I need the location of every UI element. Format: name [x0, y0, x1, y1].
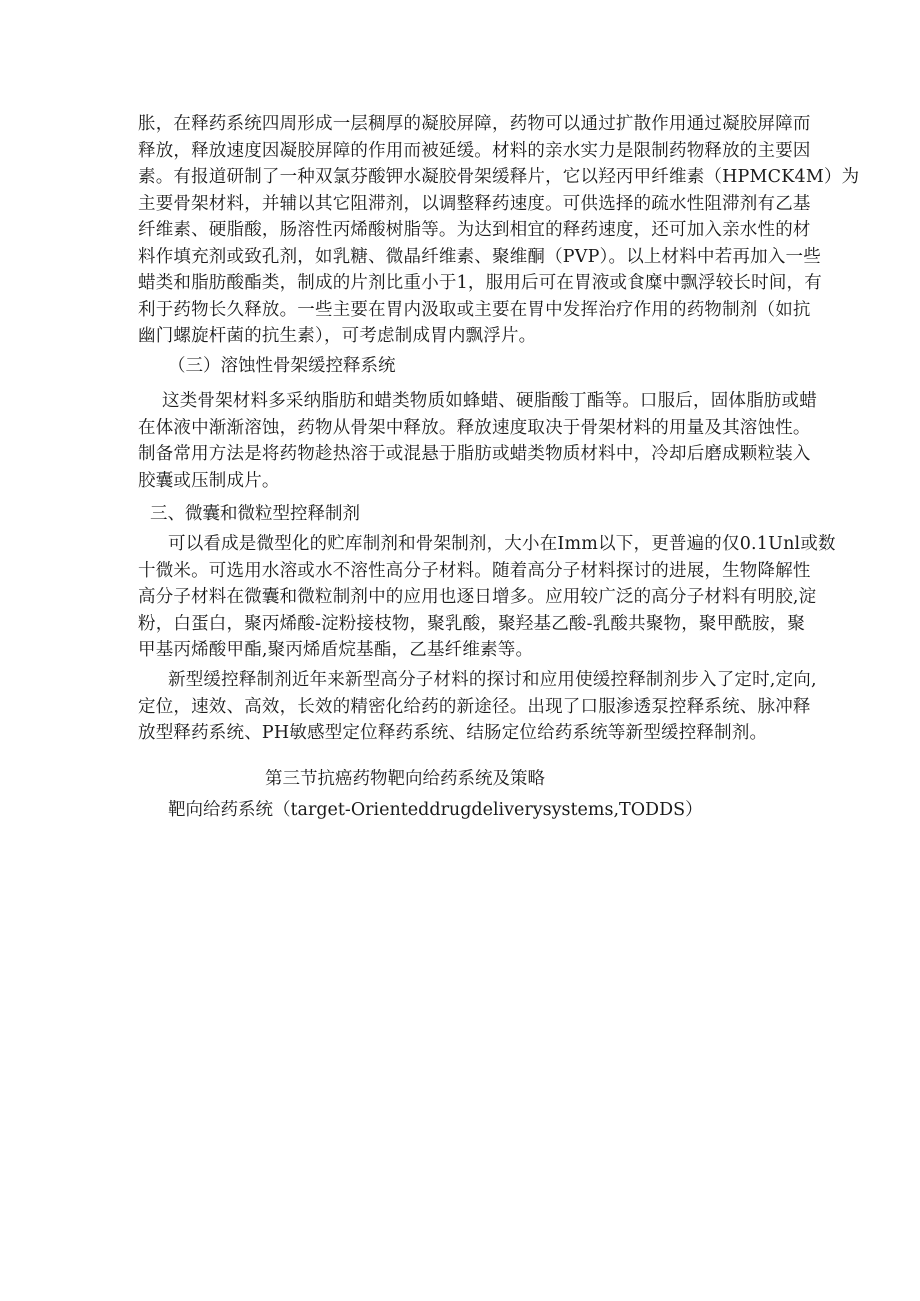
text-line: 蜡类和脂肪酸酯类，制成的片剂比重小于1，服用后可在胃液或食糜中飘浮较长时间，有 — [138, 273, 822, 293]
paragraph-microcapsule — [138, 531, 908, 664]
text-line: 胶囊或压制成片。 — [138, 470, 280, 491]
text-line: 利于药物长久释放。一些主要在胃内汲取或主要在胃中发挥治疗作用的药物制剂（如抗 — [138, 299, 811, 320]
paragraph-new-controlled-release — [138, 667, 908, 747]
text-line: 素。有报道研制了一种双氯芬酸钾水凝胶骨架缓释片，它以羟丙甲纤维素（HPMCK4M）为 — [138, 167, 860, 187]
text-line: 在体液中渐渐溶蚀，药物从骨架中释放。释放速度取决于骨架材料的用量及其溶蚀性。 — [138, 417, 811, 438]
text-line: 甲基丙烯酸甲酯,聚丙烯盾烷基酯，乙基纤维素等。 — [138, 640, 534, 660]
text-line: 粉，白蛋白，聚丙烯酸-淀粉接枝物，聚乳酸，聚羟基乙酸-乳酸共聚物，聚甲酰胺，聚 — [138, 613, 806, 634]
text-line: 定位，速效、高效，长效的精密化给药的新途径。出现了口服渗透泵控释系统、脉冲释 — [138, 696, 811, 717]
paragraph-hydrogel-matrix — [138, 111, 908, 350]
subheading-erosion-matrix: （三）溶蚀性骨架缓控释系统 — [168, 356, 396, 376]
text-line: 幽门螺旋杆菌的抗生素），可考虑制成胃内飘浮片。 — [138, 326, 537, 346]
text-line: 纤维素、硬脂酸，肠溶性丙烯酸树脂等。为达到相宜的释药速度，还可加入亲水性的材 — [138, 220, 811, 240]
text-line: 主要骨架材料，并辅以其它阻滞剂，以调整释药速度。可供选择的疏水性阻滞剂有乙基 — [138, 193, 811, 214]
section-heading-microcapsule: 三、微囊和微粒型控释制剂 — [150, 504, 360, 524]
text-line: 胀，在释药系统四周形成一层稠厚的凝胶屏障，药物可以通过扩散作用通过凝胶屏障而 — [138, 114, 811, 134]
text-line: 高分子材料在微囊和微粒制剂中的应用也逐日增多。应用较广泛的高分子材料有明胶,淀 — [138, 587, 817, 607]
text-line: 这类骨架材料多采纳脂肪和蜡类物质如蜂蜡、硬脂酸丁酯等。口服后，固体脂肪或蜡 — [162, 391, 817, 411]
text-line: 十微米。可选用水溶或水不溶性高分子材料。随着高分子材料探讨的进展，生物降解性 — [138, 560, 811, 581]
text-line: 可以看成是微型化的贮库制剂和骨架制剂，大小在Imm以下，更普遍的仅0.1Unl或数 — [168, 534, 836, 554]
paragraph-todds: 靶向给药系统（target-Orienteddrugdeliverysystems,TODDS） — [168, 800, 703, 820]
text-line: 料作填充剂或致孔剂，如乳糖、微晶纤维素、聚维酮（PVP）。以上材料中若再加入一些 — [138, 246, 821, 267]
paragraph-erosion-matrix — [138, 388, 908, 494]
section-heading-targeted-delivery: 第三节抗癌药物靶向给药系统及策略 — [265, 769, 545, 789]
text-line: 新型缓控释制剂近年来新型高分子材料的探讨和应用使缓控释制剂步入了定时,定向, — [168, 670, 817, 690]
text-line: 制备常用方法是将药物趁热溶于或混悬于脂肪或蜡类物质材料中，冷却后磨成颗粒装入 — [138, 444, 811, 464]
text-line: 释放，释放速度因凝胶屏障的作用而被延缓。材料的亲水实力是限制药物释放的主要因 — [138, 140, 811, 161]
text-line: 放型释药系统、PH敏感型定位释药系统、结肠定位给药系统等新型缓控释制剂。 — [138, 723, 768, 743]
